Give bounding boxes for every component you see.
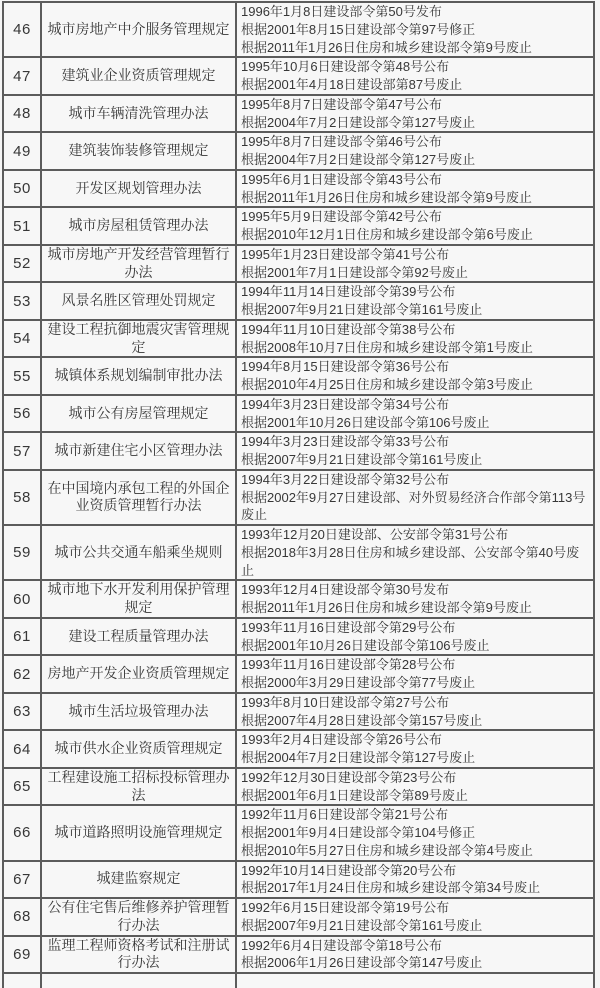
regulation-name-cell: 城市道路照明设施管理规定 xyxy=(42,806,237,859)
row-number-cell: 56 xyxy=(4,396,42,432)
regulation-name-cell: 监理工程师资格考试和注册试行办法 xyxy=(42,937,237,973)
history-line: 根据2004年7月2日建设部令第127号废止 xyxy=(241,114,476,130)
history-line: 1994年11月10日建设部令第38号公布 xyxy=(241,321,456,337)
table-row xyxy=(4,862,593,900)
regulation-history-cell xyxy=(237,806,593,859)
regulation-name-cell: 开发区规划管理办法 xyxy=(42,171,237,207)
regulation-history-cell xyxy=(237,171,593,207)
history-line: 根据2011年1月26日住房和城乡建设部令第9号废止 xyxy=(241,39,532,55)
row-number-cell: 49 xyxy=(4,133,42,169)
regulation-history-cell xyxy=(237,769,593,805)
history-line: 1994年11月14日建设部令第39号公布 xyxy=(241,284,456,300)
history-line: 1995年8月7日建设部令第46号公布 xyxy=(241,134,442,150)
history-line: 根据2001年10月26日建设部令第106号废止 xyxy=(241,414,490,430)
history-line: 1993年8月10日建设部令第27号公布 xyxy=(241,694,450,710)
history-line: 根据2011年1月26日住房和城乡建设部令第9号废止 xyxy=(241,600,532,615)
regulation-name-cell: 城市新建住宅小区管理办法 xyxy=(42,433,237,469)
table-row xyxy=(4,581,593,619)
history-line: 根据2017年1月24日住房和城乡建设部令第34号废止 xyxy=(241,880,541,896)
row-number-cell: 61 xyxy=(4,619,42,655)
history-line: 根据2010年4月25日住房和城乡建设部令第3号废止 xyxy=(241,377,533,392)
regulation-name-cell: 城市供水企业资质管理规定 xyxy=(42,731,237,767)
table-row xyxy=(4,396,593,434)
row-number-cell: 67 xyxy=(4,862,42,898)
regulation-name-cell: 城镇体系规划编制审批办法 xyxy=(42,358,237,394)
regulation-history-cell xyxy=(237,862,593,898)
history-line: 根据2007年9月21日建设部令第161号废止 xyxy=(241,452,483,467)
history-line: 根据2010年5月27日住房和城乡建设部令第4号废止 xyxy=(241,842,533,858)
history-line: 根据2000年3月29日建设部令第77号废止 xyxy=(241,675,476,690)
history-line: 1995年1月23日建设部令第41号公布 xyxy=(241,246,450,262)
history-line: 根据2008年10月7日住房和城乡建设部令第1号废止 xyxy=(241,339,533,355)
table-row xyxy=(4,358,593,396)
table-row xyxy=(4,937,593,975)
table-row xyxy=(4,899,593,937)
table-row xyxy=(4,433,593,471)
regulation-history-cell xyxy=(237,581,593,617)
regulation-name-cell: 公有住宅售后维修养护管理暂行办法 xyxy=(42,899,237,935)
table-row xyxy=(4,133,593,171)
regulation-history-cell xyxy=(237,246,593,282)
regulation-history-cell xyxy=(237,974,593,988)
table-row xyxy=(4,58,593,96)
regulation-history-cell xyxy=(237,471,593,524)
history-line: 1995年5月9日建设部令第42号公布 xyxy=(241,209,442,225)
row-number-cell xyxy=(4,974,42,988)
table-row xyxy=(4,731,593,769)
table-row xyxy=(4,171,593,209)
row-number-cell: 55 xyxy=(4,358,42,394)
regulation-history-cell xyxy=(237,208,593,244)
table-row xyxy=(4,3,593,58)
history-line: 1992年10月14日建设部令第20号公布 xyxy=(241,862,457,878)
history-line: 根据2002年9月27日建设部、对外贸易经济合作部令第113号废止 xyxy=(241,489,586,523)
row-number-cell: 59 xyxy=(4,526,42,579)
row-number-cell: 63 xyxy=(4,694,42,730)
row-number-cell: 48 xyxy=(4,96,42,132)
table-row xyxy=(4,471,593,526)
row-number-cell: 68 xyxy=(4,899,42,935)
row-number-cell: 69 xyxy=(4,937,42,973)
history-line: 根据2018年3月28日住房和城乡建设部、公安部令第40号废止 xyxy=(241,544,580,578)
history-line: 1993年12月4日建设部令第30号发布 xyxy=(241,582,450,598)
regulation-name-cell: 建筑装饰装修管理规定 xyxy=(42,133,237,169)
history-line: 根据2001年10月26日建设部令第106号废止 xyxy=(241,637,490,653)
row-number-cell: 60 xyxy=(4,581,42,617)
table-row xyxy=(4,619,593,657)
history-line: 根据2007年4月28日建设部令第157号废止 xyxy=(241,712,483,728)
history-line: 1994年3月23日建设部令第33号公布 xyxy=(241,434,450,450)
history-line: 根据2001年9月4日建设部令第104号修正 xyxy=(241,825,476,840)
table-row xyxy=(4,321,593,359)
history-line: 1993年11月16日建设部令第29号公布 xyxy=(241,619,456,635)
regulation-history-cell xyxy=(237,283,593,319)
history-line: 1992年6月4日建设部令第18号公布 xyxy=(241,937,442,953)
row-number-cell: 52 xyxy=(4,246,42,282)
regulation-history-cell xyxy=(237,358,593,394)
regulation-name-cell: 城市房屋租赁管理办法 xyxy=(42,208,237,244)
regulation-name-cell xyxy=(42,974,237,988)
history-line: 根据2007年9月21日建设部令第161号废止 xyxy=(241,917,483,933)
history-line: 1996年1月8日建设部令第50号发布 xyxy=(241,4,442,19)
row-number-cell: 53 xyxy=(4,283,42,319)
regulation-history-cell xyxy=(237,133,593,169)
row-number-cell: 46 xyxy=(4,3,42,56)
history-line: 1995年10月6日建设部令第48号公布 xyxy=(241,59,450,75)
history-line: 根据2010年12月1日住房和城乡建设部令第6号废止 xyxy=(241,227,533,242)
history-line: 1992年11月6日建设部令第21号公布 xyxy=(241,807,449,823)
history-line: 根据2011年1月26日住房和城乡建设部令第9号废止 xyxy=(241,189,532,205)
regulation-name-cell: 城建监察规定 xyxy=(42,862,237,898)
history-line: 1992年6月15日建设部令第19号公布 xyxy=(241,900,450,915)
history-line: 1993年11月16日建设部令第28号公布 xyxy=(241,657,456,673)
row-number-cell: 66 xyxy=(4,806,42,859)
row-number-cell: 54 xyxy=(4,321,42,357)
history-line: 根据2004年7月2日建设部令第127号废止 xyxy=(241,750,476,765)
regulation-history-cell xyxy=(237,96,593,132)
regulation-history-cell xyxy=(237,619,593,655)
regulation-name-cell: 风景名胜区管理处罚规定 xyxy=(42,283,237,319)
history-line: 根据2007年9月21日建设部令第161号废止 xyxy=(241,302,483,317)
regulation-history-cell xyxy=(237,694,593,730)
row-number-cell: 50 xyxy=(4,171,42,207)
table-row xyxy=(4,656,593,694)
history-line: 1994年8月15日建设部令第36号公布 xyxy=(241,359,450,375)
table-row xyxy=(4,246,593,284)
table-row xyxy=(4,283,593,321)
history-line: 1994年3月22日建设部令第32号公布 xyxy=(241,471,450,487)
regulation-name-cell: 建筑业企业资质管理规定 xyxy=(42,58,237,94)
regulation-history-cell xyxy=(237,937,593,973)
history-line: 1995年6月1日建设部令第43号公布 xyxy=(241,171,442,187)
row-number-cell: 58 xyxy=(4,471,42,524)
table-row xyxy=(4,769,593,807)
history-line: 根据2006年1月26日建设部令第147号废止 xyxy=(241,955,483,971)
history-line: 根据2001年7月1日建设部令第92号废止 xyxy=(241,264,468,280)
regulation-name-cell: 城市地下水开发利用保护管理规定 xyxy=(42,581,237,617)
table-row xyxy=(4,526,593,581)
regulation-history-cell xyxy=(237,396,593,432)
row-number-cell: 62 xyxy=(4,656,42,692)
regulation-history-cell xyxy=(237,433,593,469)
regulation-history-cell xyxy=(237,731,593,767)
regulations-table xyxy=(2,1,595,988)
history-line: 根据2001年4月18日建设部第87号废止 xyxy=(241,77,463,92)
regulation-name-cell: 城市车辆清洗管理办法 xyxy=(42,96,237,132)
regulation-history-cell xyxy=(237,899,593,935)
history-line: 1994年3月23日建设部令第34号公布 xyxy=(241,396,450,412)
row-number-cell: 65 xyxy=(4,769,42,805)
history-line: 根据2001年6月1日建设部令第89号废止 xyxy=(241,787,468,803)
table-row xyxy=(4,96,593,134)
regulation-history-cell xyxy=(237,526,593,579)
regulation-name-cell: 城市生活垃圾管理办法 xyxy=(42,694,237,730)
regulation-name-cell: 建设工程质量管理办法 xyxy=(42,619,237,655)
row-number-cell: 51 xyxy=(4,208,42,244)
row-number-cell: 57 xyxy=(4,433,42,469)
history-line: 根据2001年8月15日建设部令第97号修正 xyxy=(241,21,476,37)
history-line: 1993年12月20日建设部、公安部令第31号公布 xyxy=(241,527,509,542)
regulation-history-cell xyxy=(237,656,593,692)
regulation-history-cell xyxy=(237,321,593,357)
table-row xyxy=(4,806,593,861)
regulation-name-cell: 房地产开发企业资质管理规定 xyxy=(42,656,237,692)
history-line: 1993年2月4日建设部令第26号公布 xyxy=(241,732,442,748)
regulation-name-cell: 建设工程抗御地震灾害管理规定 xyxy=(42,321,237,357)
row-number-cell: 64 xyxy=(4,731,42,767)
table-row xyxy=(4,208,593,246)
regulation-name-cell: 城市房地产开发经营管理暂行办法 xyxy=(42,246,237,282)
regulation-history-cell xyxy=(237,3,593,56)
regulation-name-cell: 城市房地产中介服务管理规定 xyxy=(42,3,237,56)
regulation-name-cell: 工程建设施工招标投标管理办法 xyxy=(42,769,237,805)
history-line: 1995年8月7日建设部令第47号公布 xyxy=(241,96,442,112)
regulation-history-cell xyxy=(237,58,593,94)
regulation-name-cell: 城市公有房屋管理规定 xyxy=(42,396,237,432)
regulation-name-cell: 城市公共交通车船乘坐规则 xyxy=(42,526,237,579)
partial-next-row xyxy=(4,974,593,988)
history-line: 1992年12月30日建设部令第23号公布 xyxy=(241,769,457,785)
row-number-cell: 47 xyxy=(4,58,42,94)
table-row xyxy=(4,694,593,732)
regulation-name-cell: 在中国境内承包工程的外国企业资质管理暂行办法 xyxy=(42,471,237,524)
history-line: 根据2004年7月2日建设部令第127号废止 xyxy=(241,152,476,167)
